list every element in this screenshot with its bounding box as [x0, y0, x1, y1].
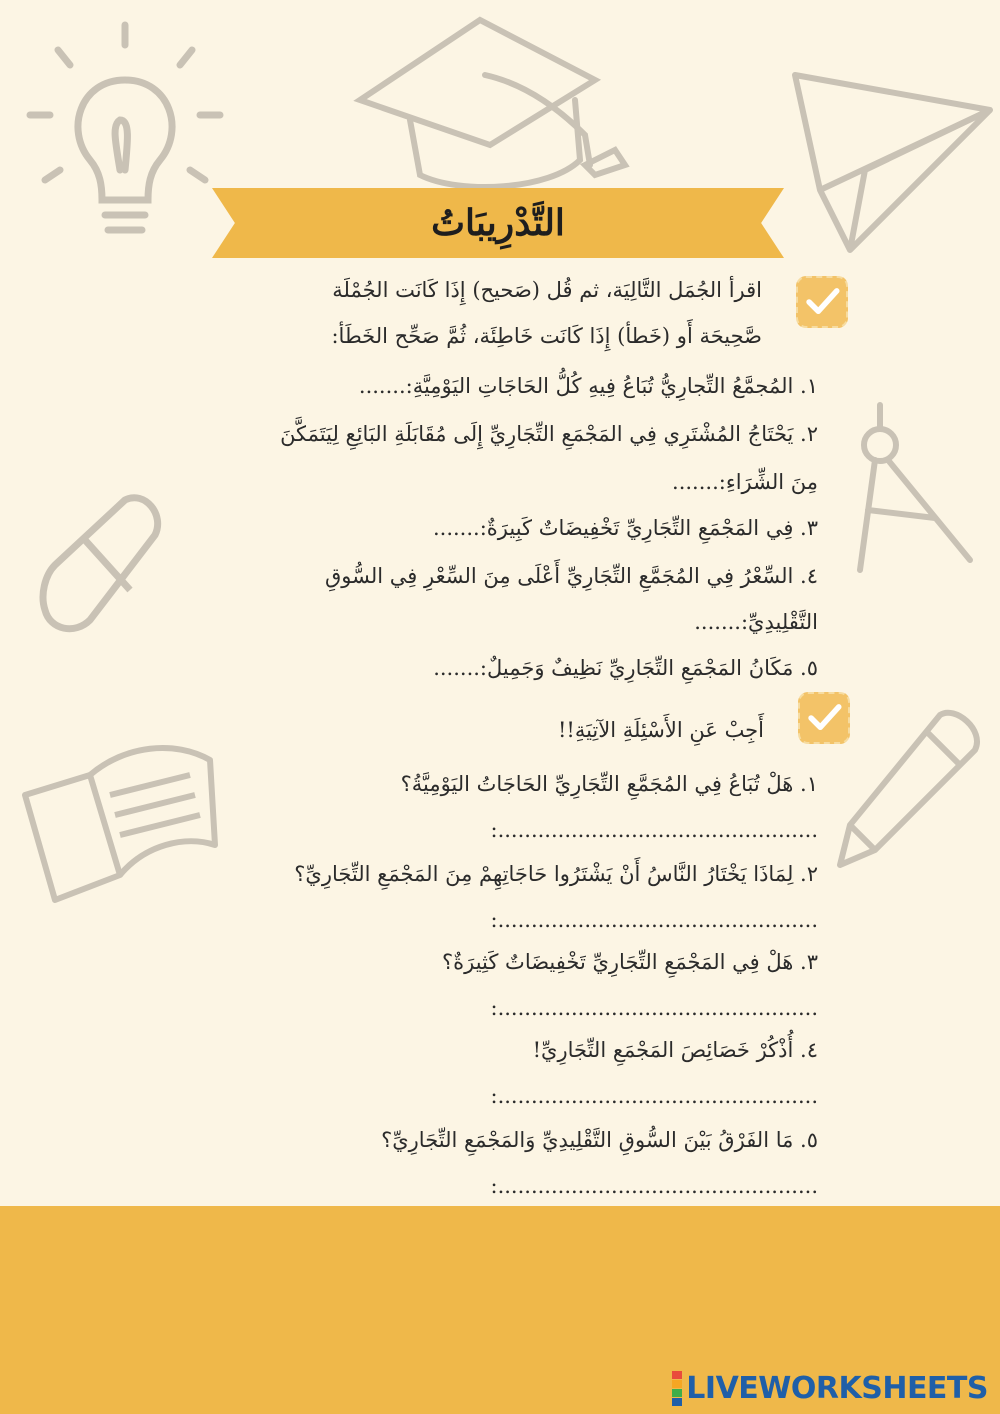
footer-band	[0, 1206, 1000, 1414]
statement-1: ١. المُجمَّعُ التِّجارِيُّ تُبَاعُ فِيهِ كُلُّ الحَاجَاتِ اليَوْمِيَّةِ:.......	[358, 374, 818, 398]
answer-field-3[interactable]: :................................................	[490, 996, 818, 1020]
statement-2: ٢. يَحْتَاجُ المُشْتَرِي فِي المَجْمَعِ التِّجَارِيِّ إِلَى مُقَابَلَةِ البَائِعِ لِيَتَمَكَّنَ	[280, 422, 818, 446]
answer-field-1[interactable]: :................................................	[490, 818, 818, 842]
page-title: التَّدْرِيبَاتُ	[431, 202, 565, 244]
statement-2-continued: مِنَ الشِّرَاءِ:.......	[672, 470, 818, 494]
checkbox-icon	[796, 276, 848, 328]
section1-instruction-line2: صَّحِيحَة أَو (خَطأ) إِذَا كَانَت خَاطِئَة، ثُمَّ صَحِّح الخَطَأ:	[331, 324, 762, 348]
answer-field-4[interactable]: :................................................	[490, 1084, 818, 1108]
lightbulb-doodle-icon	[20, 20, 230, 250]
liveworksheets-logo	[672, 1371, 988, 1406]
eraser-doodle-icon	[35, 490, 170, 640]
logo-text: LIVEWORKSHEETS	[686, 1371, 988, 1406]
question-5: ٥. مَا الفَرْقُ بَيْنَ السُّوقِ التَّقْلِيدِيِّ وَالمَجْمَعِ التِّجَارِيِّ؟	[381, 1128, 818, 1152]
compass-doodle-icon	[840, 400, 990, 590]
statement-5: ٥. مَكَانُ المَجْمَعِ التِّجَارِيِّ نَظِيفٌ وَجَمِيلٌ:.......	[433, 656, 818, 680]
question-3: ٣. هَلْ فِي المَجْمَعِ التِّجَارِيِّ تَخْفِيضَاتٌ كَثِيرَةٌ؟	[441, 950, 818, 974]
logo-mark-icon	[672, 1371, 682, 1406]
graduation-cap-doodle-icon	[350, 15, 650, 190]
answer-field-2[interactable]: :................................................	[490, 908, 818, 932]
statement-3: ٣. فِي المَجْمَعِ التِّجَارِيِّ تَخْفِيضَاتٌ كَبِيرَةٌ:.......	[432, 516, 818, 540]
book-doodle-icon	[15, 735, 225, 910]
paper-plane-doodle-icon	[790, 70, 995, 270]
checkbox-icon	[798, 692, 850, 744]
question-4: ٤. أُذْكُرْ خَصَائِصَ المَجْمَعِ التِّجَارِيِّ!	[532, 1038, 818, 1062]
section1-instruction-line1: اقرأ الجُمَل التَّالِيَة، ثم قُل (صَحيح) إِذَا كَانَت الجُمْلَة	[332, 278, 762, 302]
statement-4-continued: التَّقْلِيدِيِّ:.......	[694, 610, 818, 634]
answer-field-5[interactable]: :................................................	[490, 1174, 818, 1198]
statement-4: ٤. السِّعْرُ فِي المُجَمَّعِ التِّجَارِيِّ أَعْلَى مِنَ السِّعْرِ فِي السُّوقِ	[325, 564, 818, 588]
question-1: ١. هَلْ تُبَاعُ فِي المُجَمَّعِ التِّجَارِيِّ الحَاجَاتُ اليَوْمِيَّةُ؟	[400, 772, 818, 796]
question-2: ٢. لِمَاذَا يَخْتَارُ النَّاسُ أَنْ يَشْتَرُوا حَاجَاتِهِمْ مِنَ المَجْمَعِ التِّجَارِيِّ؟	[294, 862, 818, 886]
section2-instruction: أَجِبْ عَنِ الأَسْئِلَةِ الآتِيَةِ!!	[557, 718, 764, 742]
